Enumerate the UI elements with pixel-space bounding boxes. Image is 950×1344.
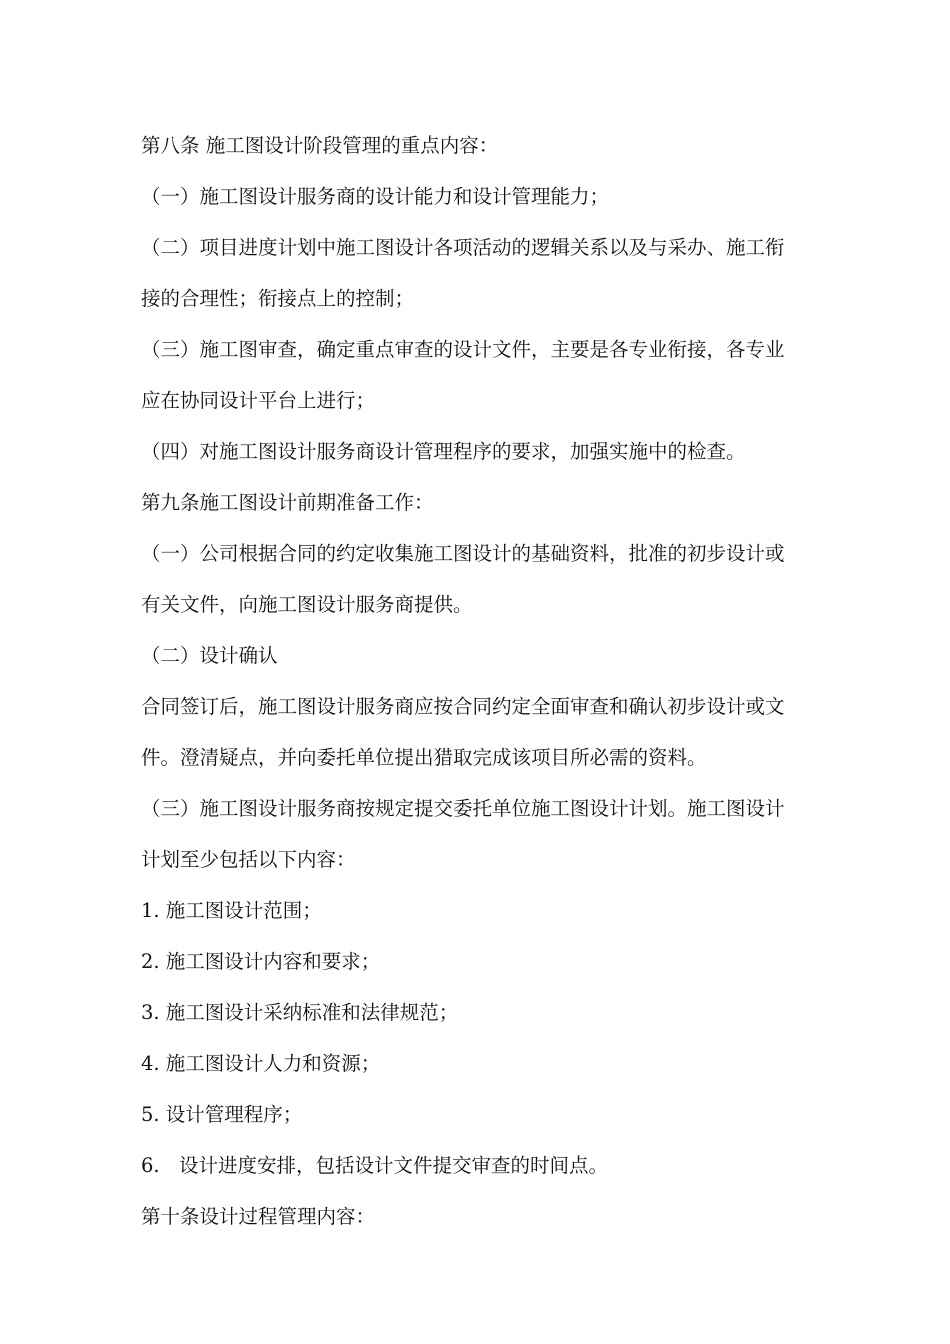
paragraph-line: 计划至少包括以下内容： <box>141 848 356 871</box>
paragraph-line: （一）公司根据合同的约定收集施工图设计的基础资料，批准的初步设计或 <box>141 542 785 565</box>
article-8-heading: 第八条 施工图设计阶段管理的重点内容： <box>141 134 499 157</box>
paragraph-line: 合同签订后，施工图设计服务商应按合同约定全面审查和确认初步设计或文 <box>141 695 785 718</box>
paragraph-line: （三）施工图审查，确定重点审查的设计文件，主要是各专业衔接，各专业 <box>141 338 785 361</box>
paragraph-line: （二）项目进度计划中施工图设计各项活动的逻辑关系以及与采办、施工衔 <box>141 236 785 259</box>
list-item-6 <box>141 1153 841 1179</box>
paragraph-line: （四）对施工图设计服务商设计管理程序的要求，加强实施中的检查。 <box>141 440 746 463</box>
list-item-4: 4. 施工图设计人力和资源； <box>141 1052 381 1075</box>
paragraph-line: 接的合理性；衔接点上的控制； <box>141 287 415 310</box>
list-item-6-text: 设计进度安排，包括设计文件提交审查的时间点。 <box>179 1154 609 1177</box>
list-item-2: 2. 施工图设计内容和要求； <box>141 950 381 973</box>
paragraph-line: 件。澄清疑点，并向委托单位提出猎取完成该项目所必需的资料。 <box>141 746 707 769</box>
paragraph-line: （二）设计确认 <box>141 644 278 667</box>
paragraph-line: 应在协同设计平台上进行； <box>141 389 376 412</box>
paragraph-line: 有关文件，向施工图设计服务商提供。 <box>141 593 473 616</box>
paragraph-line: （三）施工图设计服务商按规定提交委托单位施工图设计计划。施工图设计 <box>141 797 785 820</box>
list-item-3: 3. 施工图设计采纳标准和法律规范； <box>141 1001 459 1024</box>
article-9-heading: 第九条施工图设计前期准备工作： <box>141 491 434 514</box>
paragraph-line: （一）施工图设计服务商的设计能力和设计管理能力； <box>141 185 610 208</box>
list-item-1: 1. 施工图设计范围； <box>141 899 322 922</box>
article-10-heading: 第十条设计过程管理内容： <box>141 1205 376 1228</box>
list-item-6-number: 6. <box>141 1154 160 1177</box>
list-item-5: 5. 设计管理程序； <box>141 1103 303 1126</box>
